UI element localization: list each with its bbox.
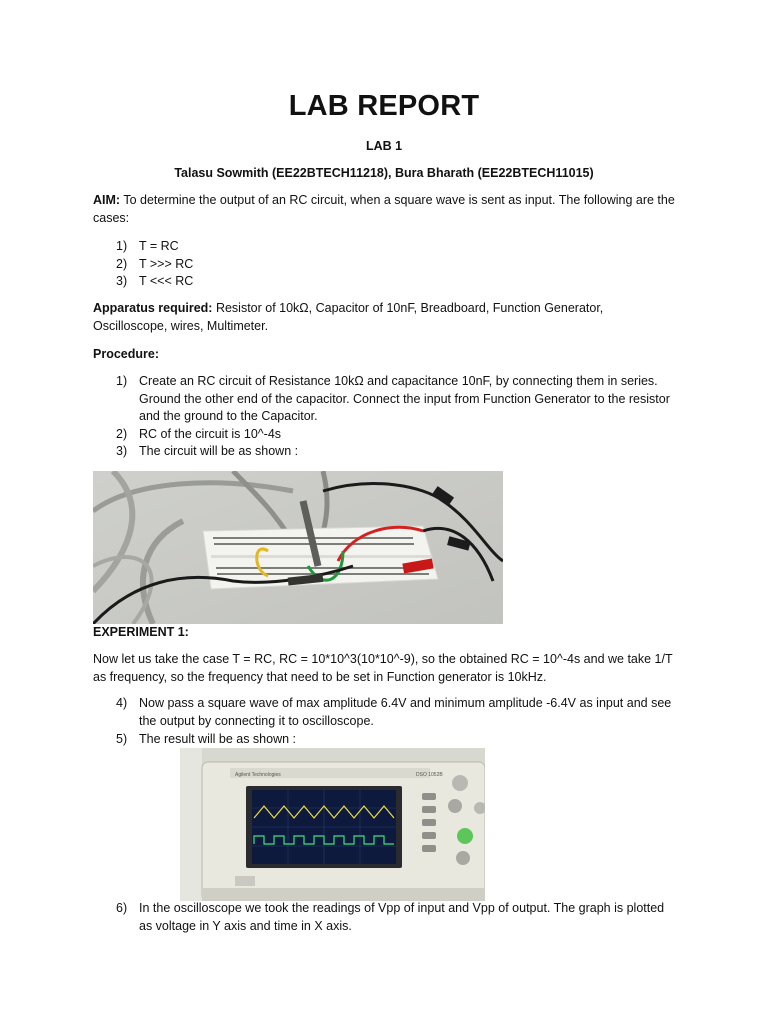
- apparatus-text: Resistor of 10kΩ, Capacitor of 10nF, Breadboard, Function Generator, Oscilloscope, wires, Multimeter.: [93, 301, 604, 333]
- experiment-heading: EXPERIMENT 1:: [93, 625, 189, 639]
- step-number: 5): [116, 732, 128, 746]
- aim-label: AIM:: [93, 193, 121, 207]
- apparatus-label: Apparatus required:: [93, 301, 213, 315]
- experiment-paragraph: Now let us take the case T = RC, RC = 10*10^3(10*10^-9), so the obtained RC = 10^-4s and we take 1/T as frequency, so the frequency that need to be set in Function generator is 10kHz.: [93, 652, 673, 684]
- case-text: T >>> RC: [139, 257, 194, 271]
- step-text: RC of the circuit is 10^-4s: [139, 427, 282, 441]
- apparatus-paragraph: [93, 300, 678, 335]
- circuit-photo: [93, 471, 503, 624]
- aim-text: To determine the output of an RC circuit, when a square wave is sent as input. The following are the cases:: [93, 193, 675, 225]
- step-number: 4): [116, 696, 128, 710]
- case-text: T <<< RC: [139, 274, 194, 288]
- case-number: 2): [116, 257, 128, 271]
- step-text: Now pass a square wave of max amplitude 6.4V and minimum amplitude -6.4V as input and see the output by connecting it to oscilloscope.: [139, 696, 672, 728]
- step-number: 6): [116, 901, 128, 915]
- case-number: 3): [116, 274, 128, 288]
- procedure-heading: Procedure:: [93, 347, 159, 361]
- step-number: 2): [116, 427, 128, 441]
- page-title: LAB REPORT: [288, 90, 480, 122]
- svg-text:Agilent Technologies: Agilent Technologies: [235, 772, 281, 778]
- svg-text:DSO 1052B: DSO 1052B: [416, 772, 443, 778]
- step-text: The circuit will be as shown :: [139, 444, 299, 458]
- authors: Talasu Sowmith (EE22BTECH11218), Bura Bharath (EE22BTECH11015): [174, 166, 594, 180]
- step-text: In the oscilloscope we took the readings of Vpp of input and Vpp of output. The graph is plotted as voltage in Y axis and time in X axis.: [139, 901, 665, 933]
- case-text: T = RC: [139, 239, 179, 253]
- aim-paragraph: [93, 192, 678, 227]
- step-text: The result will be as shown :: [139, 732, 297, 746]
- step-number: 1): [116, 374, 128, 388]
- case-number: 1): [116, 239, 128, 253]
- lab-number: LAB 1: [365, 139, 403, 153]
- step-text: Create an RC circuit of Resistance 10kΩ and capacitance 10nF, by connecting them in series. Ground the other end of the capacitor. Connect the input from Function Generator to the resistor and the ground to the Capacitor.: [139, 374, 670, 423]
- step-number: 3): [116, 444, 128, 458]
- oscilloscope-photo: [180, 748, 485, 901]
